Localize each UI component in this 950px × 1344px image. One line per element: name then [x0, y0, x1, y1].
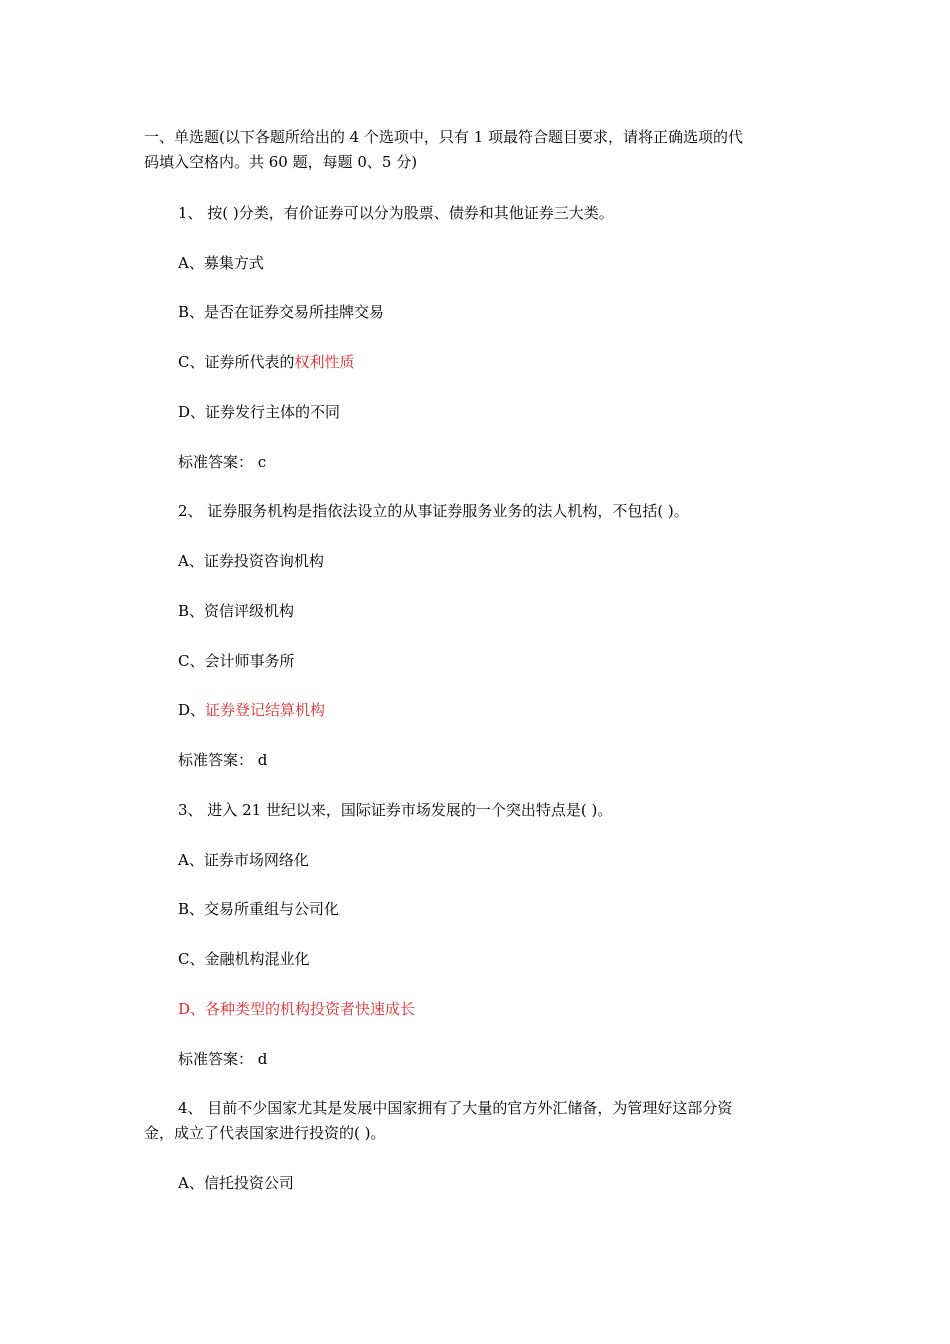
question-3-answer: 标准答案： d: [178, 1050, 268, 1068]
question-1-option-c: [178, 352, 355, 372]
section-heading-line-1: 一、单选题(以下各题所给出的 4 个选项中，只有 1 项最符合题目要求，请将正确选项的代: [144, 128, 744, 146]
question-2-option-d: [178, 700, 325, 720]
question-2-option-c: C、会计师事务所: [178, 652, 295, 670]
option-c-highlight: 权利性质: [294, 353, 355, 371]
question-2-option-a: A、证券投资咨询机构: [178, 552, 324, 570]
question-1-stem: 1、 按( )分类，有价证券可以分为股票、债券和其他证券三大类。: [178, 204, 614, 222]
question-2-option-b: B、资信评级机构: [178, 602, 295, 620]
question-1-answer: 标准答案： c: [178, 453, 267, 471]
option-d-highlight: 证券登记结算机构: [205, 701, 326, 719]
option-c-prefix: C、证券所代表的: [178, 353, 295, 371]
question-2-answer: 标准答案： d: [178, 751, 268, 769]
question-4-stem-line-1: 4、 目前不少国家尤其是发展中国家拥有了大量的官方外汇储备，为管理好这部分资: [178, 1099, 733, 1117]
question-1-option-d: D、证券发行主体的不同: [178, 403, 341, 421]
question-1-option-b: B、是否在证券交易所挂牌交易: [178, 303, 385, 321]
question-4-option-a: A、信托投资公司: [178, 1174, 294, 1192]
question-3-option-b: B、交易所重组与公司化: [178, 900, 340, 918]
question-2-stem: 2、 证券服务机构是指依法设立的从事证券服务业务的法人机构，不包括( )。: [178, 502, 689, 520]
question-4-stem-line-2: 金，成立了代表国家进行投资的( )。: [144, 1124, 386, 1142]
option-d-prefix: D、: [178, 701, 206, 719]
section-heading-line-2: 码填入空格内。共 60 题，每题 0、5 分): [144, 153, 418, 171]
question-3-stem: 3、 进入 21 世纪以来，国际证券市场发展的一个突出特点是( )。: [178, 801, 613, 819]
question-3-option-c: C、金融机构混业化: [178, 950, 310, 968]
question-1-option-a: A、募集方式: [178, 254, 264, 272]
question-3-option-a: A、证券市场网络化: [178, 851, 309, 869]
question-3-option-d: D、各种类型的机构投资者快速成长: [178, 1000, 416, 1018]
